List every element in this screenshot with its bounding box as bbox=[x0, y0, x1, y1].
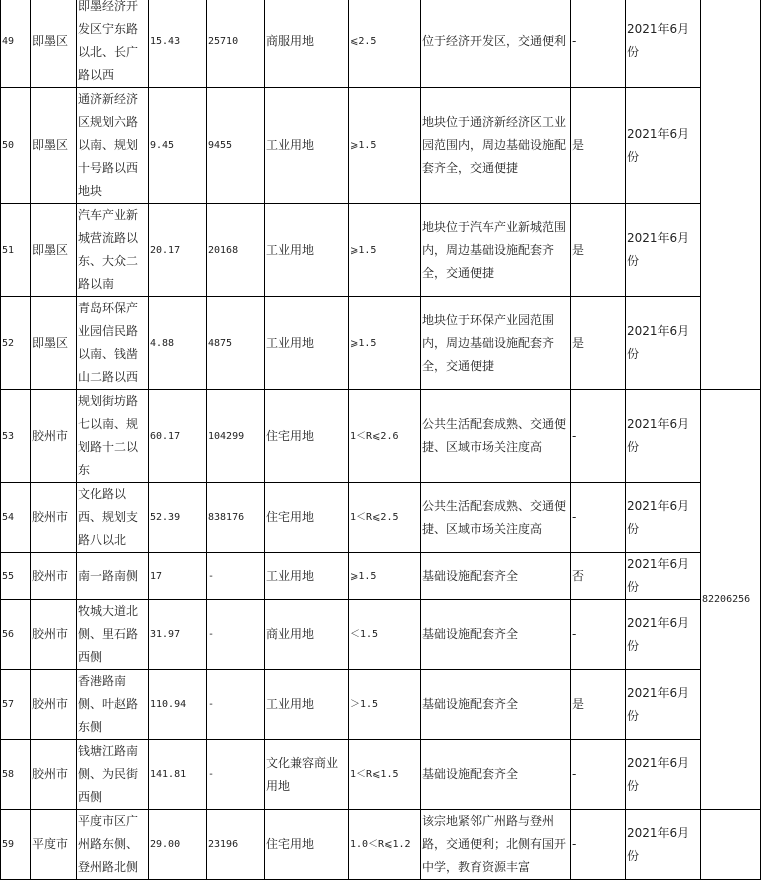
land-use-cell: 工业用地 bbox=[265, 553, 349, 600]
area-cell: 29.00 bbox=[149, 810, 207, 880]
row-number: 59 bbox=[1, 810, 31, 880]
district-cell: 胶州市 bbox=[31, 483, 77, 553]
location-cell: 香港路南侧、叶赵路东侧 bbox=[77, 670, 149, 740]
area-cell: 9.45 bbox=[149, 88, 207, 204]
area-cell: 15.43 bbox=[149, 0, 207, 88]
area-cell: 17 bbox=[149, 553, 207, 600]
area-cell: 141.81 bbox=[149, 740, 207, 810]
date-cell: 2021年6月份 bbox=[626, 204, 701, 297]
size-cell: - bbox=[207, 740, 265, 810]
land-use-cell: 商服用地 bbox=[265, 0, 349, 88]
location-cell: 通济新经济区规划六路以南、规划十号路以西地块 bbox=[77, 88, 149, 204]
description-cell: 地块位于汽车产业新城范围内，周边基础设施配套齐全，交通便捷 bbox=[421, 204, 571, 297]
table-row bbox=[1, 390, 761, 483]
row-number: 57 bbox=[1, 670, 31, 740]
district-cell: 胶州市 bbox=[31, 740, 77, 810]
district-cell: 即墨区 bbox=[31, 297, 77, 390]
land-use-cell: 住宅用地 bbox=[265, 390, 349, 483]
table-row bbox=[1, 670, 761, 740]
description-cell: 基础设施配套齐全 bbox=[421, 600, 571, 670]
plot-ratio-cell: ⩾1.5 bbox=[349, 553, 421, 600]
table-row bbox=[1, 553, 761, 600]
row-number: 56 bbox=[1, 600, 31, 670]
plot-ratio-cell: ＜1.5 bbox=[349, 600, 421, 670]
plot-ratio-cell: ＞1.5 bbox=[349, 670, 421, 740]
description-cell: 位于经济开发区，交通便利 bbox=[421, 0, 571, 88]
table-row bbox=[1, 297, 761, 390]
size-cell: 4875 bbox=[207, 297, 265, 390]
district-cell: 平度市 bbox=[31, 810, 77, 880]
table-row bbox=[1, 740, 761, 810]
area-cell: 31.97 bbox=[149, 600, 207, 670]
row-number: 55 bbox=[1, 553, 31, 600]
size-cell: - bbox=[207, 670, 265, 740]
size-cell: 23196 bbox=[207, 810, 265, 880]
district-cell: 胶州市 bbox=[31, 553, 77, 600]
table-row bbox=[1, 88, 761, 204]
area-cell: 20.17 bbox=[149, 204, 207, 297]
location-cell: 牧城大道北侧、里石路西侧 bbox=[77, 600, 149, 670]
district-cell: 即墨区 bbox=[31, 0, 77, 88]
area-cell: 60.17 bbox=[149, 390, 207, 483]
plot-ratio-cell: 1＜R⩽2.6 bbox=[349, 390, 421, 483]
description-cell: 公共生活配套成熟、交通便捷、区域市场关注度高 bbox=[421, 390, 571, 483]
description-cell: 基础设施配套齐全 bbox=[421, 670, 571, 740]
date-cell: 2021年6月份 bbox=[626, 0, 701, 88]
row-number: 53 bbox=[1, 390, 31, 483]
flag-cell: - bbox=[571, 483, 626, 553]
date-cell: 2021年6月份 bbox=[626, 553, 701, 600]
flag-cell: - bbox=[571, 600, 626, 670]
flag-cell: - bbox=[571, 390, 626, 483]
district-cell: 胶州市 bbox=[31, 390, 77, 483]
flag-cell: - bbox=[571, 0, 626, 88]
date-cell: 2021年6月份 bbox=[626, 810, 701, 880]
date-cell: 2021年6月份 bbox=[626, 483, 701, 553]
date-cell: 2021年6月份 bbox=[626, 740, 701, 810]
size-cell: 838176 bbox=[207, 483, 265, 553]
table-row bbox=[1, 204, 761, 297]
plot-ratio-cell: ⩽2.5 bbox=[349, 0, 421, 88]
flag-cell: 是 bbox=[571, 204, 626, 297]
district-cell: 胶州市 bbox=[31, 670, 77, 740]
table-row bbox=[1, 0, 761, 88]
land-use-cell: 商业用地 bbox=[265, 600, 349, 670]
plot-ratio-cell: 1＜R⩽1.5 bbox=[349, 740, 421, 810]
location-cell: 规划街坊路七以南、规划路十二以东 bbox=[77, 390, 149, 483]
district-cell: 即墨区 bbox=[31, 204, 77, 297]
description-cell: 公共生活配套成熟、交通便捷、区域市场关注度高 bbox=[421, 483, 571, 553]
date-cell: 2021年6月份 bbox=[626, 600, 701, 670]
flag-cell: 否 bbox=[571, 553, 626, 600]
size-cell: 20168 bbox=[207, 204, 265, 297]
location-cell: 南一路南侧 bbox=[77, 553, 149, 600]
description-cell: 基础设施配套齐全 bbox=[421, 740, 571, 810]
land-use-cell: 工业用地 bbox=[265, 670, 349, 740]
description-cell: 地块位于通济新经济区工业园范围内，周边基础设施配套齐全，交通便捷 bbox=[421, 88, 571, 204]
plot-ratio-cell: 1＜R⩽2.5 bbox=[349, 483, 421, 553]
size-cell: 25710 bbox=[207, 0, 265, 88]
location-cell: 文化路以西、规划支路八以北 bbox=[77, 483, 149, 553]
date-cell: 2021年6月份 bbox=[626, 88, 701, 204]
location-cell: 即墨经济开发区宁东路以北、长广路以西 bbox=[77, 0, 149, 88]
plot-ratio-cell: ⩾1.5 bbox=[349, 297, 421, 390]
plot-ratio-cell: ⩾1.5 bbox=[349, 88, 421, 204]
land-use-cell: 文化兼容商业用地 bbox=[265, 740, 349, 810]
land-use-cell: 工业用地 bbox=[265, 297, 349, 390]
area-cell: 110.94 bbox=[149, 670, 207, 740]
flag-cell: 是 bbox=[571, 670, 626, 740]
row-number: 50 bbox=[1, 88, 31, 204]
district-cell: 胶州市 bbox=[31, 600, 77, 670]
table-row bbox=[1, 810, 761, 880]
table-row bbox=[1, 483, 761, 553]
description-cell: 地块位于环保产业园范围内，周边基础设施配套齐全，交通便捷 bbox=[421, 297, 571, 390]
table-row bbox=[1, 600, 761, 670]
area-cell: 4.88 bbox=[149, 297, 207, 390]
land-use-cell: 住宅用地 bbox=[265, 810, 349, 880]
row-number: 52 bbox=[1, 297, 31, 390]
row-number: 51 bbox=[1, 204, 31, 297]
location-cell: 青岛环保产业园信民路以南、钱凿山二路以西 bbox=[77, 297, 149, 390]
description-cell: 基础设施配套齐全 bbox=[421, 553, 571, 600]
contact-cell-empty bbox=[701, 0, 761, 390]
row-number: 58 bbox=[1, 740, 31, 810]
row-number: 49 bbox=[1, 0, 31, 88]
plot-ratio-cell: 1.0＜R⩽1.2 bbox=[349, 810, 421, 880]
land-use-cell: 工业用地 bbox=[265, 204, 349, 297]
flag-cell: - bbox=[571, 740, 626, 810]
location-cell: 汽车产业新城营流路以东、大众二路以南 bbox=[77, 204, 149, 297]
flag-cell: - bbox=[571, 810, 626, 880]
flag-cell: 是 bbox=[571, 297, 626, 390]
flag-cell: 是 bbox=[571, 88, 626, 204]
size-cell: 104299 bbox=[207, 390, 265, 483]
description-cell: 该宗地紧邻广州路与登州路，交通便利；北侧有国开中学，教育资源丰富 bbox=[421, 810, 571, 880]
size-cell: - bbox=[207, 600, 265, 670]
plot-ratio-cell: ⩾1.5 bbox=[349, 204, 421, 297]
date-cell: 2021年6月份 bbox=[626, 390, 701, 483]
date-cell: 2021年6月份 bbox=[626, 297, 701, 390]
date-cell: 2021年6月份 bbox=[626, 670, 701, 740]
size-cell: - bbox=[207, 553, 265, 600]
district-cell: 即墨区 bbox=[31, 88, 77, 204]
land-use-cell: 住宅用地 bbox=[265, 483, 349, 553]
row-number: 54 bbox=[1, 483, 31, 553]
size-cell: 9455 bbox=[207, 88, 265, 204]
land-use-cell: 工业用地 bbox=[265, 88, 349, 204]
location-cell: 钱塘江路南侧、为民街西侧 bbox=[77, 740, 149, 810]
contact-cell-empty bbox=[701, 810, 761, 880]
location-cell: 平度市区广州路东侧、登州路北侧 bbox=[77, 810, 149, 880]
contact-phone-cell: 82206256 bbox=[701, 390, 761, 810]
area-cell: 52.39 bbox=[149, 483, 207, 553]
